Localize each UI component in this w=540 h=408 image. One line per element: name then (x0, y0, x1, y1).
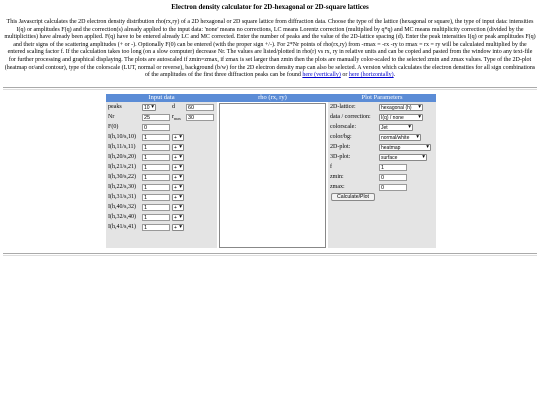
description-text: This Javascript calculates the 2D electron density distribution rho(rx,ry) of a 2D hexagonal or 2D square lattice from diffraction data. Choose the type of the lattice (hexagonal or square), the type of input data: intensities I(q) or amplitudes F(q) and the correction(s) already applied to the input data: 'none' means no corrections, LC means Lorentz correction (multiplied by q*q) and MC means multiplicity correction (divided by the multiplicities) have already been applied. F(q) have to be entered already LC and MC corrected. Enter the number of peaks and the value of the 2D-lattice spacing (d). Enter the peak intensities I(q) or peak amplitudes F(q) and their signs of the scattering amplitudes (+ or -). Optionally F(0) can be entered (with the proper sign +/-). For 2*Nr points of rho(rx,ry) from -rmax = -rx -ry to rmax = rx = ry will be calculated multiplied by the entered scaling factor f. If the calculation takes too long (on a slow computer) decrease Nr. The values are listed/plotted in rho(r) vs rx, ry in relative units and can be copied and pasted from the window into any text-file for further processing and graphical displaying. The plots are autoscaled if zmin=zmax, if zmax is set larger than zmin then the plots are manually color-scaled to the selected zmin and zmax values. Type of the 2D-plot (heatmap or/and contour), type of the colorscale (LUT, normal or reverse), background (b/w) for the 2D electron density map can also be selected. A version which calculates the electron densities for all sign combinations of the amplitudes of the first three diffraction peaks can be found (4, 19, 536, 79)
rmax-label-sub: max (174, 115, 181, 121)
peak-sign-select[interactable]: + ▾ (172, 134, 184, 141)
peak-value-input[interactable]: 1 (142, 194, 170, 201)
rmax-label (172, 113, 181, 123)
peak-label: I(h,32/s,40) (108, 213, 136, 220)
f-label: f (330, 163, 332, 170)
data-correction-label: data / correction: (330, 113, 371, 120)
peak-label: I(h,41/s,41) (108, 223, 136, 230)
output-panel (217, 94, 328, 102)
nr-input[interactable]: 25 (142, 114, 170, 121)
output-textarea[interactable] (219, 103, 326, 248)
output-panel-header: rho (rx, ry) (217, 94, 328, 102)
plot-panel-header: Plot Parameters (328, 94, 436, 102)
zmin-label: zmin: (330, 173, 344, 180)
d-label: d (172, 103, 175, 110)
plot3d-select[interactable]: surface ▾ (379, 154, 427, 161)
peak-value-input[interactable]: 1 (142, 184, 170, 191)
lattice-label: 2D-lattice: (330, 103, 356, 110)
peak-sign-select[interactable]: + ▾ (172, 164, 184, 171)
page-title: Electron density calculator for 2D-hexagonal or 2D-square lattices (171, 3, 369, 11)
calculate-plot-button[interactable]: Calculate/Plot (331, 193, 375, 201)
f-input[interactable]: 1 (379, 164, 407, 171)
peaks-label: peaks (108, 103, 122, 110)
link-horizontal[interactable]: here (horizontally) (348, 72, 394, 79)
peaks-select[interactable]: 10 ▾ (142, 104, 156, 111)
peak-value-input[interactable]: 1 (142, 224, 170, 231)
colorbg-label: color/bg: (330, 133, 352, 140)
peak-label: I(h,31/s,31) (108, 193, 136, 200)
peak-value-input[interactable]: 1 (142, 144, 170, 151)
peak-label: I(h,22/s,30) (108, 183, 136, 190)
peak-sign-select[interactable]: + ▾ (172, 154, 184, 161)
link-vertical[interactable]: here (vertically) (302, 72, 341, 79)
peak-sign-select[interactable]: + ▾ (172, 194, 184, 201)
colorbg-select[interactable]: normal/white ▾ (379, 134, 421, 141)
peak-label: I(h,10/s,10) (108, 133, 136, 140)
peak-label: I(h,11/s,11) (108, 143, 136, 150)
page-description (4, 19, 536, 80)
rmax-input[interactable]: 30 (186, 114, 214, 121)
input-data-panel (106, 94, 217, 248)
link-separator: or (340, 72, 349, 79)
peak-value-input[interactable]: 1 (142, 154, 170, 161)
peak-value-input[interactable]: 1 (142, 214, 170, 221)
peak-value-input[interactable]: 1 (142, 164, 170, 171)
nr-label: Nr (108, 113, 115, 120)
plot-panel-body (328, 102, 436, 248)
peak-sign-select[interactable]: + ▾ (172, 204, 184, 211)
peak-value-input[interactable]: 1 (142, 174, 170, 181)
d-input[interactable]: 60 (186, 104, 214, 111)
plot3d-label: 3D-plot: (330, 153, 351, 160)
peak-sign-select[interactable]: + ▾ (172, 174, 184, 181)
calculator-form (0, 94, 540, 250)
peak-sign-select[interactable]: + ▾ (172, 214, 184, 221)
f0-label: F(0) (108, 123, 119, 130)
lattice-select[interactable]: hexagonal (h) ▾ (379, 104, 423, 111)
peak-label: I(h,30/s,22) (108, 173, 136, 180)
input-panel-header: Input data (106, 94, 217, 102)
input-panel-body (106, 102, 217, 248)
zmin-input[interactable]: 0 (379, 174, 407, 181)
zmax-label: zmax: (330, 183, 345, 190)
f0-input[interactable]: 0 (142, 124, 170, 131)
peak-sign-select[interactable]: + ▾ (172, 224, 184, 231)
plot2d-select[interactable]: heatmap ▾ (379, 144, 431, 151)
colorscale-label: colorscale: (330, 123, 356, 130)
plot-parameters-panel (328, 94, 436, 248)
link-end: . (393, 72, 396, 79)
peak-value-input[interactable]: 1 (142, 134, 170, 141)
peak-sign-select[interactable]: + ▾ (172, 184, 184, 191)
colorscale-select[interactable]: Jet ▾ (379, 124, 413, 131)
peak-label: I(h,40/s,32) (108, 203, 136, 210)
data-correction-select[interactable]: I(q) / none ▾ (379, 114, 423, 121)
peak-label: I(h,20/s,20) (108, 153, 136, 160)
top-divider (3, 87, 537, 90)
rmax-label-r: r (172, 113, 174, 120)
plot2d-label: 2D-plot: (330, 143, 351, 150)
peak-value-input[interactable]: 1 (142, 204, 170, 211)
peak-label: I(h,21/s,21) (108, 163, 136, 170)
peak-sign-select[interactable]: + ▾ (172, 144, 184, 151)
zmax-input[interactable]: 0 (379, 184, 407, 191)
bottom-divider (3, 253, 537, 256)
